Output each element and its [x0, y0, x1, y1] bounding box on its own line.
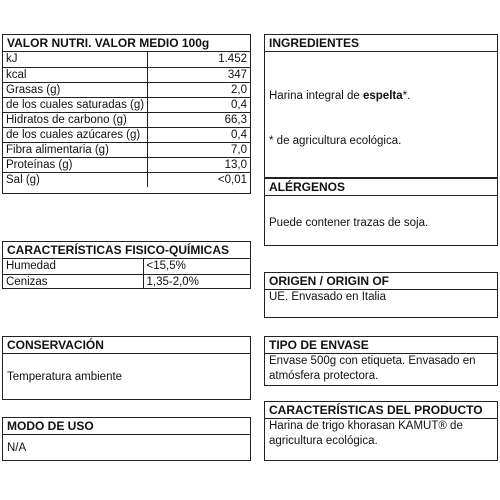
- nutrition-label: Sal (g): [3, 172, 148, 187]
- ingredient-bold: espelta: [362, 90, 403, 102]
- nutrition-row: [3, 97, 250, 112]
- nutrition-label: Hidratos de carbono (g): [3, 112, 148, 127]
- nutrition-value: 66,3: [148, 112, 250, 127]
- alergenos-text: Puede contener trazas de soja.: [269, 217, 429, 229]
- nutrition-row: [3, 52, 250, 67]
- fisico-row: [3, 274, 250, 289]
- ingredientes-line1: Harina integral de espelta*.: [269, 90, 411, 102]
- nutrition-label: de los cuales azúcares (g): [3, 127, 148, 142]
- alergenos-box: [264, 178, 498, 246]
- fisico-label: Humedad: [3, 259, 143, 274]
- fisico-label: Cenizas: [3, 274, 143, 289]
- alergenos-title: ALÉRGENOS: [265, 179, 497, 196]
- nutrition-value: 347: [148, 67, 250, 82]
- fisico-box: [2, 241, 251, 289]
- nutrition-row: [3, 82, 250, 97]
- origen-title: ORIGEN / ORIGIN OF: [265, 273, 497, 290]
- nutrition-label: Fibra alimentaria (g): [3, 142, 148, 157]
- producto-title: CARACTERÍSTICAS DEL PRODUCTO: [265, 402, 497, 419]
- envase-box: [264, 336, 498, 386]
- nutrition-row: [3, 142, 250, 157]
- origen-box: [264, 272, 498, 318]
- nutrition-label: Grasas (g): [3, 82, 148, 97]
- fisico-row: [3, 259, 250, 274]
- nutrition-label: kcal: [3, 67, 148, 82]
- nutrition-value: 7,0: [148, 142, 250, 157]
- fisico-rows: [3, 259, 250, 289]
- nutrition-row: [3, 127, 250, 142]
- nutrition-row: [3, 157, 250, 172]
- fisico-value: <15,5%: [143, 259, 250, 274]
- envase-text: Envase 500g con etiqueta. Envasado en atmósfera protectora.: [269, 355, 476, 382]
- conservacion-box: [2, 336, 251, 400]
- nutrition-value: 1.452: [148, 52, 250, 67]
- nutrition-value: 0,4: [148, 97, 250, 112]
- nutrition-label: kJ: [3, 52, 148, 67]
- conservacion-text: Temperatura ambiente: [7, 371, 123, 383]
- nutrition-label: de los cuales saturadas (g): [3, 97, 148, 112]
- producto-box: [264, 401, 498, 461]
- nutrition-value: <0,01: [217, 173, 247, 186]
- origen-text: UE. Envasado en Italia: [269, 291, 386, 303]
- ingredientes-title: INGREDIENTES: [265, 35, 497, 52]
- nutrition-value: 13,0: [148, 157, 250, 172]
- nutrition-header: VALOR NUTRI. VALOR MEDIO 100g: [3, 35, 250, 52]
- nutrition-row: [3, 112, 250, 127]
- nutrition-row: [3, 172, 250, 187]
- nutrition-label: Proteínas (g): [3, 157, 148, 172]
- fisico-title: CARACTERÍSTICAS FISICO-QUÍMICAS: [3, 242, 250, 259]
- modo-title: MODO DE USO: [3, 418, 250, 435]
- conservacion-title: CONSERVACIÓN: [3, 337, 250, 354]
- ingredientes-box: [264, 34, 498, 178]
- ingredientes-footnote: * de agricultura ecológica.: [269, 135, 402, 147]
- nutrition-rows: [3, 52, 250, 187]
- nutrition-table: [2, 34, 251, 194]
- fisico-value: 1,35-2,0%: [146, 275, 199, 288]
- nutrition-value: 2,0: [148, 82, 250, 97]
- producto-text: Harina de trigo khorasan KAMUT® de agricultura ecológica.: [269, 420, 463, 447]
- modo-text: N/A: [7, 442, 27, 454]
- nutrition-value: 0,4: [148, 127, 250, 142]
- nutrition-row: [3, 67, 250, 82]
- modo-box: [2, 417, 251, 461]
- envase-title: TIPO DE ENVASE: [265, 337, 497, 354]
